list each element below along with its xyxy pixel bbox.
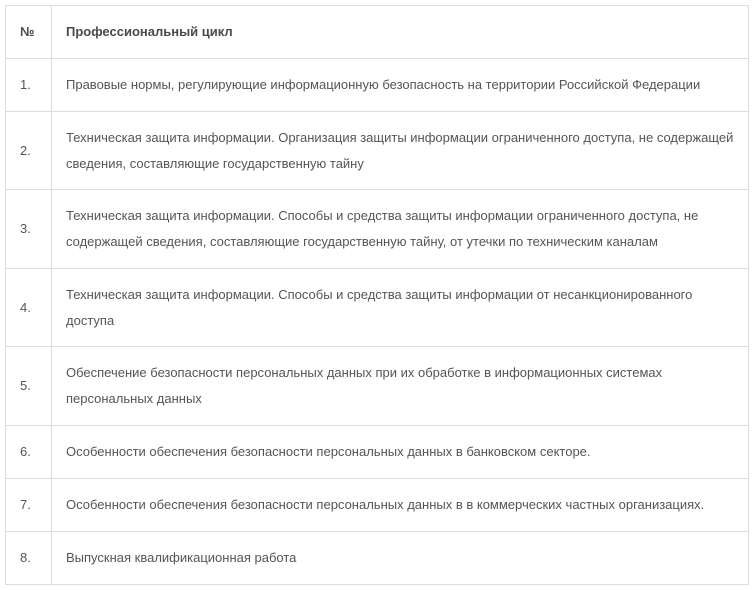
table-row xyxy=(6,190,749,269)
table-row xyxy=(6,112,749,190)
table-row xyxy=(6,532,749,585)
row-text: Выпускная квалификационная работа xyxy=(52,532,749,585)
row-number: 8. xyxy=(6,532,52,585)
row-text: Обеспечение безопасности персональных данных при их обработке в информационных системах персональных данных xyxy=(52,347,749,426)
row-number: 1. xyxy=(6,59,52,112)
row-number: 3. xyxy=(6,190,52,269)
row-text: Техническая защита информации. Способы и средства защиты информации ограниченного доступа, не содержащей сведения, составляющие государственную тайну, от утечки по техническим каналам xyxy=(52,190,749,269)
row-number: 7. xyxy=(6,479,52,532)
table-row xyxy=(6,269,749,347)
row-number: 4. xyxy=(6,269,52,347)
header-number: № xyxy=(6,6,52,59)
table-row xyxy=(6,59,749,112)
header-professional-cycle: Профессиональный цикл xyxy=(52,6,749,59)
table-header-row xyxy=(6,6,749,59)
row-number: 5. xyxy=(6,347,52,426)
table-row xyxy=(6,426,749,479)
row-text: Техническая защита информации. Способы и средства защиты информации от несанкционированного доступа xyxy=(52,269,749,347)
row-number: 6. xyxy=(6,426,52,479)
row-text: Особенности обеспечения безопасности персональных данных в в коммерческих частных организациях. xyxy=(52,479,749,532)
row-text: Особенности обеспечения безопасности персональных данных в банковском секторе. xyxy=(52,426,749,479)
row-text: Правовые нормы, регулирующие информационную безопасность на территории Российской Федерации xyxy=(52,59,749,112)
curriculum-table xyxy=(5,5,749,585)
table-row xyxy=(6,479,749,532)
row-text: Техническая защита информации. Организация защиты информации ограниченного доступа, не содержащей сведения, составляющие государственную тайну xyxy=(52,112,749,190)
row-number: 2. xyxy=(6,112,52,190)
table-row xyxy=(6,347,749,426)
